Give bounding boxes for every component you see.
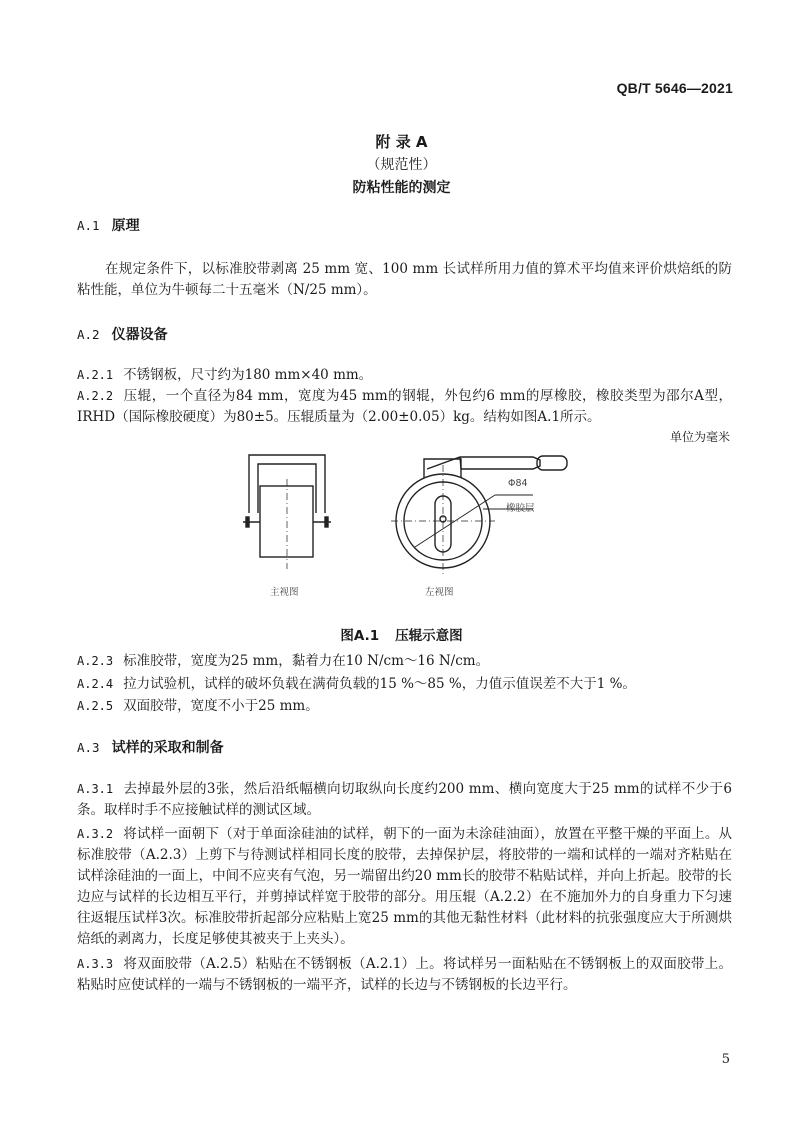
appendix-title: 附 录 A — [375, 133, 428, 151]
clause-number: A.3.3 — [77, 957, 114, 971]
clause-a2-4 — [77, 674, 732, 695]
clause-a2-2 — [77, 386, 732, 428]
section-number: A.3 — [77, 740, 100, 755]
clause-text: 双面胶带，宽度不小于25 mm。 — [123, 698, 319, 714]
page-number: 5 — [721, 1052, 730, 1067]
front-view-label: 主视图 — [270, 587, 299, 598]
appendix-subject: 防粘性能的测定 — [352, 180, 451, 196]
clause-a3-3 — [77, 954, 732, 996]
clause-number: A.2.5 — [77, 699, 114, 713]
clause-text: 去掉最外层的3张，然后沿纸幅横向切取纵向长度约200 mm、横向宽度大于25 mm的试样不少于6条。取样时手不应接触试样的测试区域。 — [77, 781, 732, 818]
clause-a2-5 — [77, 696, 732, 717]
section-title: 原理 — [111, 218, 140, 234]
rubber-layer-label: 橡胶层 — [506, 503, 535, 514]
standard-code: QB/T 5646—2021 — [616, 80, 733, 96]
section-title: 仪器设备 — [111, 327, 168, 343]
clause-text: 压辊，一个直径为84 mm，宽度为45 mm的钢辊，外包约6 mm的厚橡胶，橡胶类型为邵尔A型，IRHD（国际橡胶硬度）为80±5。压辊质量为（2.00±0.05）kg。结构如图A.1所示。 — [77, 388, 732, 425]
clause-number: A.2.3 — [77, 654, 114, 668]
clause-number: A.3.2 — [77, 827, 114, 841]
clause-text: 将双面胶带（A.2.5）粘贴在不锈钢板（A.2.1）上。将试样另一面粘贴在不锈钢板上的双面胶带上。粘贴时应使试样的一端与不锈钢板的一端平齐，试样的长边与不锈钢板的长边平行。 — [77, 956, 732, 993]
clause-text: 将试样一面朝下（对于单面涂硅油的试样，朝下的一面为未涂硅油面），放置在平整干燥的平面上。从标准胶带（A.2.3）上剪下与待测试样相同长度的胶带，去掉保护层，将胶带的一端和试样的一端对齐粘贴在试样涂硅油的一面上，中间不应夹有气泡，另一端留出约20 mm长的胶带不粘贴试样，并向上折起。胶带的长边应与试样的长边相互平行，并剪掉试样宽于胶带的部分。用压辊（A.2.2）在不施加外力的自身重力下匀速往返辊压试样3次。标准胶带折起部分应粘贴上宽25 mm的其他无黏性材料（此材料的抗张强度应大于所测烘焙纸的剥离力，长度足够使其被夹于上夹头）。 — [77, 826, 732, 947]
clause-text: 拉力试验机，试样的破坏负载在满荷负载的15 %～85 %，力值示值误差不大于1 %。 — [123, 676, 636, 692]
clause-a3-2 — [77, 824, 732, 950]
clause-number: A.2.2 — [77, 389, 114, 403]
section-heading-a3 — [77, 737, 224, 757]
section-number: A.1 — [77, 218, 100, 233]
section-title: 试样的采取和制备 — [111, 740, 224, 756]
unit-note: 单位为毫米 — [669, 430, 730, 444]
left-view-label: 左视图 — [425, 587, 454, 598]
figure-number: 图A.1 — [340, 628, 380, 644]
section-heading-a1 — [77, 215, 140, 235]
roller-diagram — [225, 445, 585, 595]
section-heading-a2 — [77, 324, 168, 344]
clause-a2-1 — [77, 365, 732, 386]
clause-number: A.2.1 — [77, 368, 114, 382]
figure-title: 压辊示意图 — [395, 628, 463, 644]
clause-a3-1 — [77, 779, 732, 821]
left-view-drawing — [396, 456, 567, 568]
clause-text: 标准胶带，宽度为25 mm，黏着力在10 N/cm～16 N/cm。 — [123, 653, 490, 669]
appendix-nature: （规范性） — [366, 157, 437, 173]
clause-number: A.3.1 — [77, 782, 114, 796]
section-number: A.2 — [77, 327, 100, 342]
figure-caption — [0, 624, 803, 644]
clause-a2-3 — [77, 651, 732, 672]
paragraph-a1-body: 在规定条件下，以标准胶带剥离 25 mm 宽、100 mm 长试样所用力值的算术平均值来评价烘焙纸的防粘性能，单位为牛顿每二十五毫米（N/25 mm）。 — [77, 261, 732, 298]
diameter-label: Φ84 — [508, 478, 528, 489]
clause-number: A.2.4 — [77, 677, 114, 691]
clause-text: 不锈钢板，尺寸约为180 mm×40 mm。 — [123, 367, 373, 383]
center-lines — [287, 465, 495, 576]
